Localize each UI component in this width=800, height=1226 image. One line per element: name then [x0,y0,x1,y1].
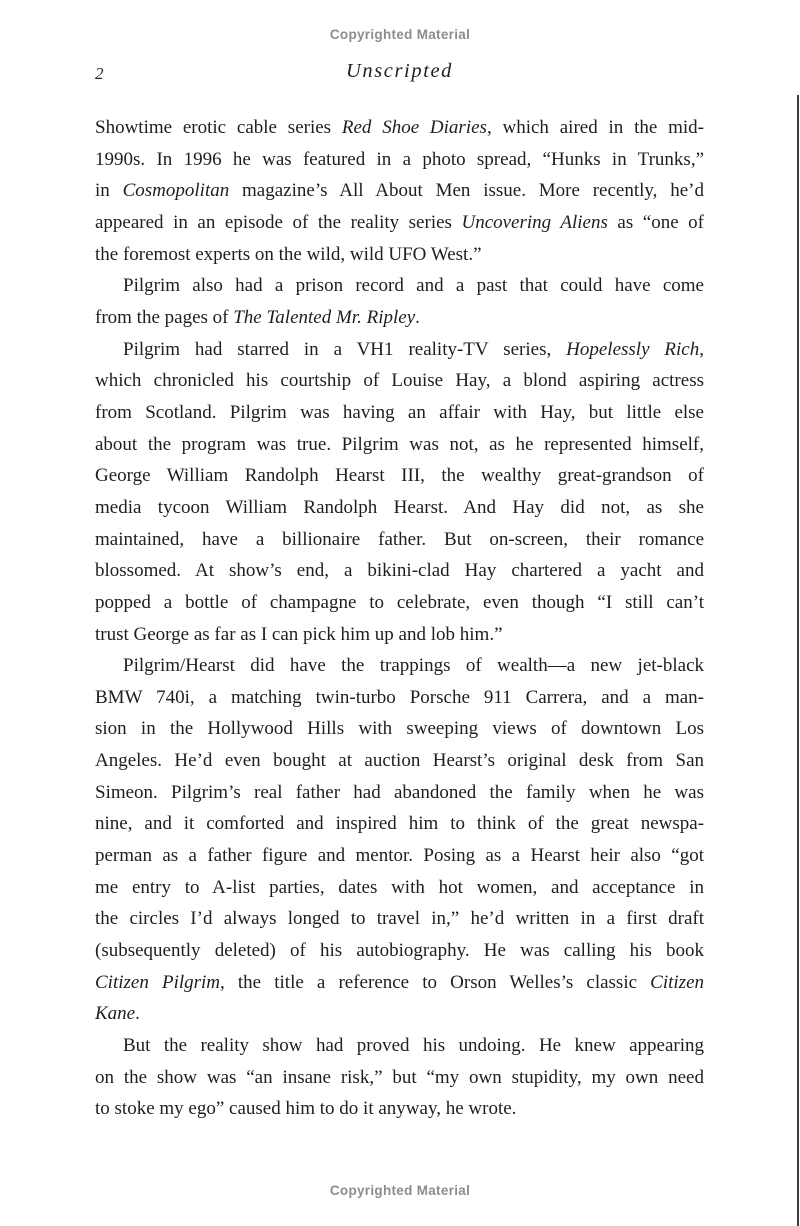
text-line: Angeles. He’d even bought at auction Hearst’s original desk from San [95,750,704,772]
text-line: Pilgrim had starred in a VH1 reality-TV series, Hopelessly Rich, [123,338,704,360]
text-line: to stoke my ego” caused him to do it anyway, he wrote. [95,1098,517,1120]
page-number: 2 [95,64,104,83]
text-line: in Cosmopolitan magazine’s All About Men issue. More recently, he’d [95,180,705,202]
text-line: blossomed. At show’s end, a bikini-clad Hay chartered a yacht and [95,560,704,582]
text-line: about the program was true. Pilgrim was not, as he represented himself, [95,433,704,455]
running-header [95,60,704,88]
text-line: me entry to A-list parties, dates with hot women, and acceptance in [95,876,704,898]
text-line: appeared in an episode of the reality series Uncovering Aliens as “one of [95,211,705,233]
body-text [95,112,704,1125]
text-line: George William Randolph Hearst III, the wealthy great-grandson of [95,465,704,487]
text-line: Pilgrim/Hearst did have the trappings of wealth—a new jet-black [123,655,704,677]
text-line: Citizen Pilgrim, the title a reference to Orson Welles’s classic Citizen [95,971,705,993]
text-line: Simeon. Pilgrim’s real father had abandoned the family when he was [95,781,704,803]
text-line: media tycoon William Randolph Hearst. And Hay did not, as she [95,496,704,518]
text-line: perman as a father figure and mentor. Posing as a Hearst heir also “got [95,845,704,867]
text-line: maintained, have a billionaire father. But on-screen, their romance [95,528,704,550]
text-line: Showtime erotic cable series Red Shoe Diaries, which aired in the mid- [95,117,704,138]
copyright-notice-top: Copyrighted Material [329,27,471,42]
text-line: (subsequently deleted) of his autobiography. He was calling his book [95,940,704,962]
text-line: trust George as far as I can pick him up and lob him.” [95,623,503,645]
text-line: from the pages of The Talented Mr. Ripley. [95,306,420,328]
text-line: which chronicled his courtship of Louise Hay, a blond aspiring actress [95,370,704,392]
text-line: sion in the Hollywood Hills with sweeping views of downtown Los [95,718,704,740]
text-line: from Scotland. Pilgrim was having an affair with Hay, but little else [95,401,704,423]
text-line: the foremost experts on the wild, wild UFO West.” [95,243,482,265]
text-line: Pilgrim also had a prison record and a past that could have come [123,275,704,297]
text-line: Kane. [95,1003,140,1025]
text-line: BMW 740i, a matching twin-turbo Porsche 911 Carrera, and a man- [95,686,704,708]
text-line: nine, and it comforted and inspired him to think of the great newspa- [95,813,704,835]
page-edge-line [797,95,799,1226]
text-line: on the show was “an insane risk,” but “my own stupidity, my own need [95,1066,704,1088]
copyright-notice-bottom: Copyrighted Material [329,1183,471,1198]
text-line: But the reality show had proved his undoing. He knew appearing [123,1035,704,1057]
text-line: the circles I’d always longed to travel in,” he’d written in a first draft [95,908,704,930]
text-line: 1990s. In 1996 he was featured in a photo spread, “Hunks in Trunks,” [95,148,704,170]
text-line: popped a bottle of champagne to celebrate, even though “I still can’t [95,591,704,613]
running-head-title: Unscripted [345,60,454,82]
